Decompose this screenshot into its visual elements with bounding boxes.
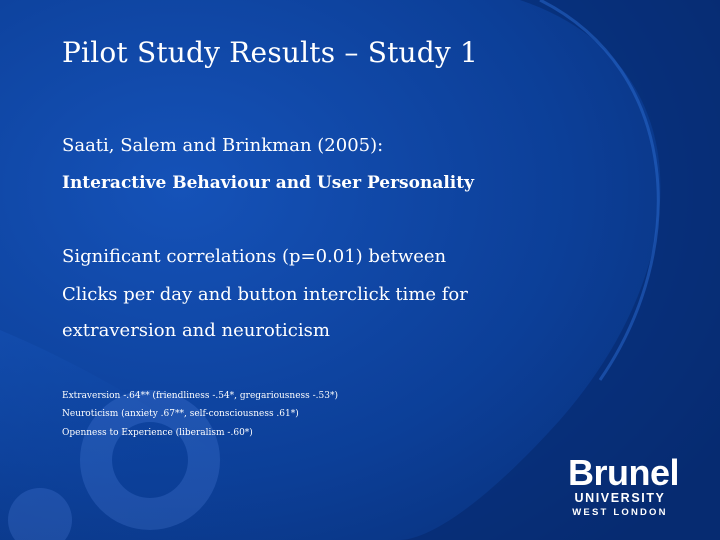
slide-title: Pilot Study Results – Study 1 (62, 36, 479, 69)
body-line: extraversion and neuroticism (62, 320, 330, 341)
detail-line: Openness to Experience (liberalism -.60*) (62, 428, 253, 438)
detail-line: Extraversion -.64** (friendliness -.54*, gregariousness -.53*) (62, 391, 339, 401)
body-line: Significant correlations (p=0.01) between (62, 246, 447, 267)
detail-line: Neuroticism (anxiety .67**, self-consciousness .61*) (62, 409, 299, 419)
brunel-logo (568, 452, 680, 519)
citation: Saati, Salem and Brinkman (2005): (62, 135, 384, 156)
body-line: Clicks per day and button interclick time for (62, 284, 468, 305)
logo-university: UNIVERSITY (574, 491, 666, 505)
logo-location: WEST LONDON (572, 507, 668, 518)
logo-word: Brunel (568, 452, 680, 493)
paper-title: Interactive Behaviour and User Personality (62, 173, 474, 193)
